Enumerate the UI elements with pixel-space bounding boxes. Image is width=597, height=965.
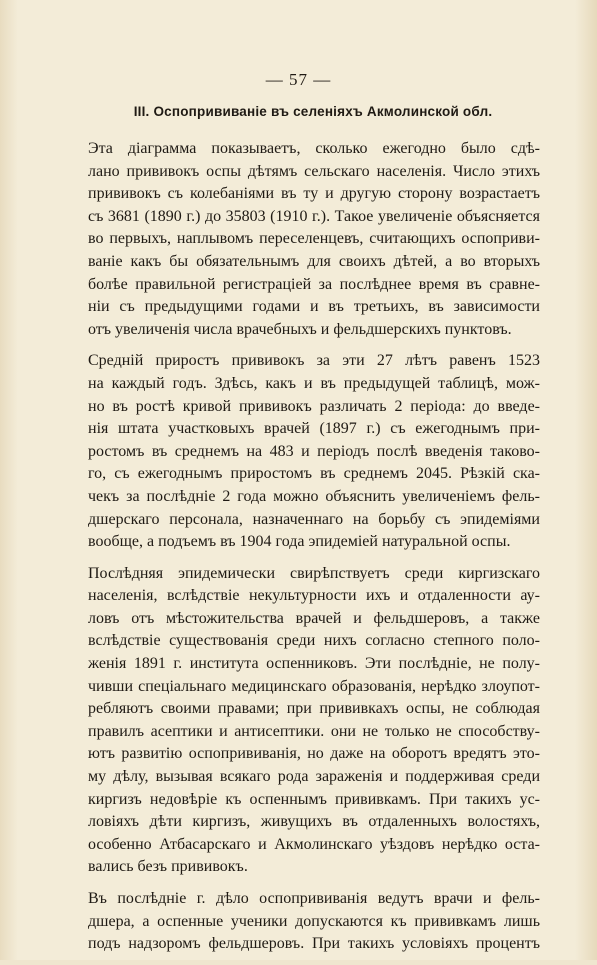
text-line: съ 3681 (1890 г.) до 35803 (1910 г.). Такое увеличеніе объясняется (88, 207, 540, 225)
text-line: правилъ асептики и антисептики. они не только не способству- (88, 722, 540, 740)
text-line: но въ ростѣ кривой прививокъ различать 2 періода: до введе- (88, 397, 540, 415)
text-line: ваніе какъ бы обязательнымъ для своихъ дѣтей, а во вторыхъ (88, 252, 540, 270)
text-line: лано прививокъ оспы дѣтямъ сельскаго населенія. Число этихъ (88, 162, 540, 180)
text-line: Въ послѣдніе г. дѣло оспопрививанія ведутъ врачи и фель- (88, 890, 540, 907)
text-line: нія штата участковыхъ врачей (1897 г.) съ ежегоднымъ при- (88, 420, 540, 438)
text-line: вслѣдствіе существованія среди нихъ согласно степного поло- (88, 632, 540, 650)
text-line: ростомъ въ среднемъ на 483 и періодъ послѣ введенія таково- (88, 442, 540, 460)
text-line: чивши спеціальнаго медицинскаго образованія, нерѣдко злоупот- (88, 677, 540, 695)
text-line: дшера, а оспенные ученики допускаются къ прививкамъ лишь (88, 912, 540, 930)
text-line: чекъ за послѣдніе 2 года можно объяснить увеличеніемъ фель- (88, 487, 540, 505)
text-line: болѣе правильной регистраціей за послѣднее время въ сравне- (88, 275, 540, 293)
text-line: во первыхъ, наплывомъ переселенцевъ, считающихъ оспоприви- (88, 230, 540, 248)
text-line: ютъ развитію оспопрививанія, но даже на оборотъ вредятъ это- (88, 745, 540, 763)
text-line: Эта діаграмма показываетъ, сколько ежегодно было сдѣ- (88, 140, 540, 157)
paragraph (88, 138, 540, 341)
body-text (88, 138, 540, 965)
text-line: отъ увеличенія числа врачебныхъ и фельдшерскихъ пунктовъ. (88, 320, 512, 338)
text-line: особенно Атбасарскаго и Акмолинскаго уѣздовъ нерѣдко оста- (88, 835, 540, 853)
text-line: ребляютъ своими правами; при прививкахъ оспы, не соблюдая (88, 700, 540, 718)
text-line: женія 1891 г. института оспенниковъ. Эти послѣдніе, не полу- (88, 655, 540, 673)
text-line: прививокъ съ колебаніями въ ту и другую сторону возрастаетъ (88, 185, 540, 203)
text-line: вались безъ прививокъ. (88, 858, 248, 876)
paragraph (88, 888, 540, 956)
text-line: ловъ отъ мѣстожительства врачей и фельдшеровъ, а также (88, 609, 540, 627)
text-line: Среднiй приростъ прививокъ за эти 27 лѣтъ равенъ 1523 (88, 352, 540, 370)
text-line: ловіяхъ дѣти киргизъ, живущихъ въ отдаленныхъ волостяхъ, (88, 813, 540, 831)
text-line: киргизъ недовѣріе къ оспеннымъ прививкамъ. При такихъ ус- (88, 790, 540, 808)
text-line: му дѣлу, вызывая всякаго рода зараженія и поддерживая среди (88, 768, 540, 786)
text-line: дшерскаго персонала, назначеннаго на борьбу съ эпидеміями (88, 510, 540, 528)
text-line: подъ надзоромъ фельдшеровъ. При такихъ условіяхъ процентъ (88, 935, 540, 953)
text-line: вообще, а подъемъ въ 1904 года эпидеміей натуральной оспы. (88, 533, 511, 551)
text-line: го, съ ежегоднымъ приростомъ въ среднемъ 2045. Рѣзкій ска- (88, 465, 540, 483)
text-line: Послѣдняя эпидемически свирѣпствуетъ среди киргизскаго (88, 564, 540, 582)
text-line: ніи съ предыдущими годами и въ третьихъ, въ зависимости (88, 298, 540, 316)
paragraph (88, 563, 540, 879)
section-title: III. Оспопрививаніе въ селеніяхъ Акмолинской обл. (133, 104, 493, 119)
text-line: населенія, вслѣдствіе некультурности ихъ и отдаленности ау- (88, 587, 540, 605)
paragraph (88, 350, 540, 553)
text-line: на каждый годъ. Здѣсь, какъ и въ предыдущей таблицѣ, мож- (88, 374, 540, 392)
page-number: — 57 — (265, 70, 332, 89)
